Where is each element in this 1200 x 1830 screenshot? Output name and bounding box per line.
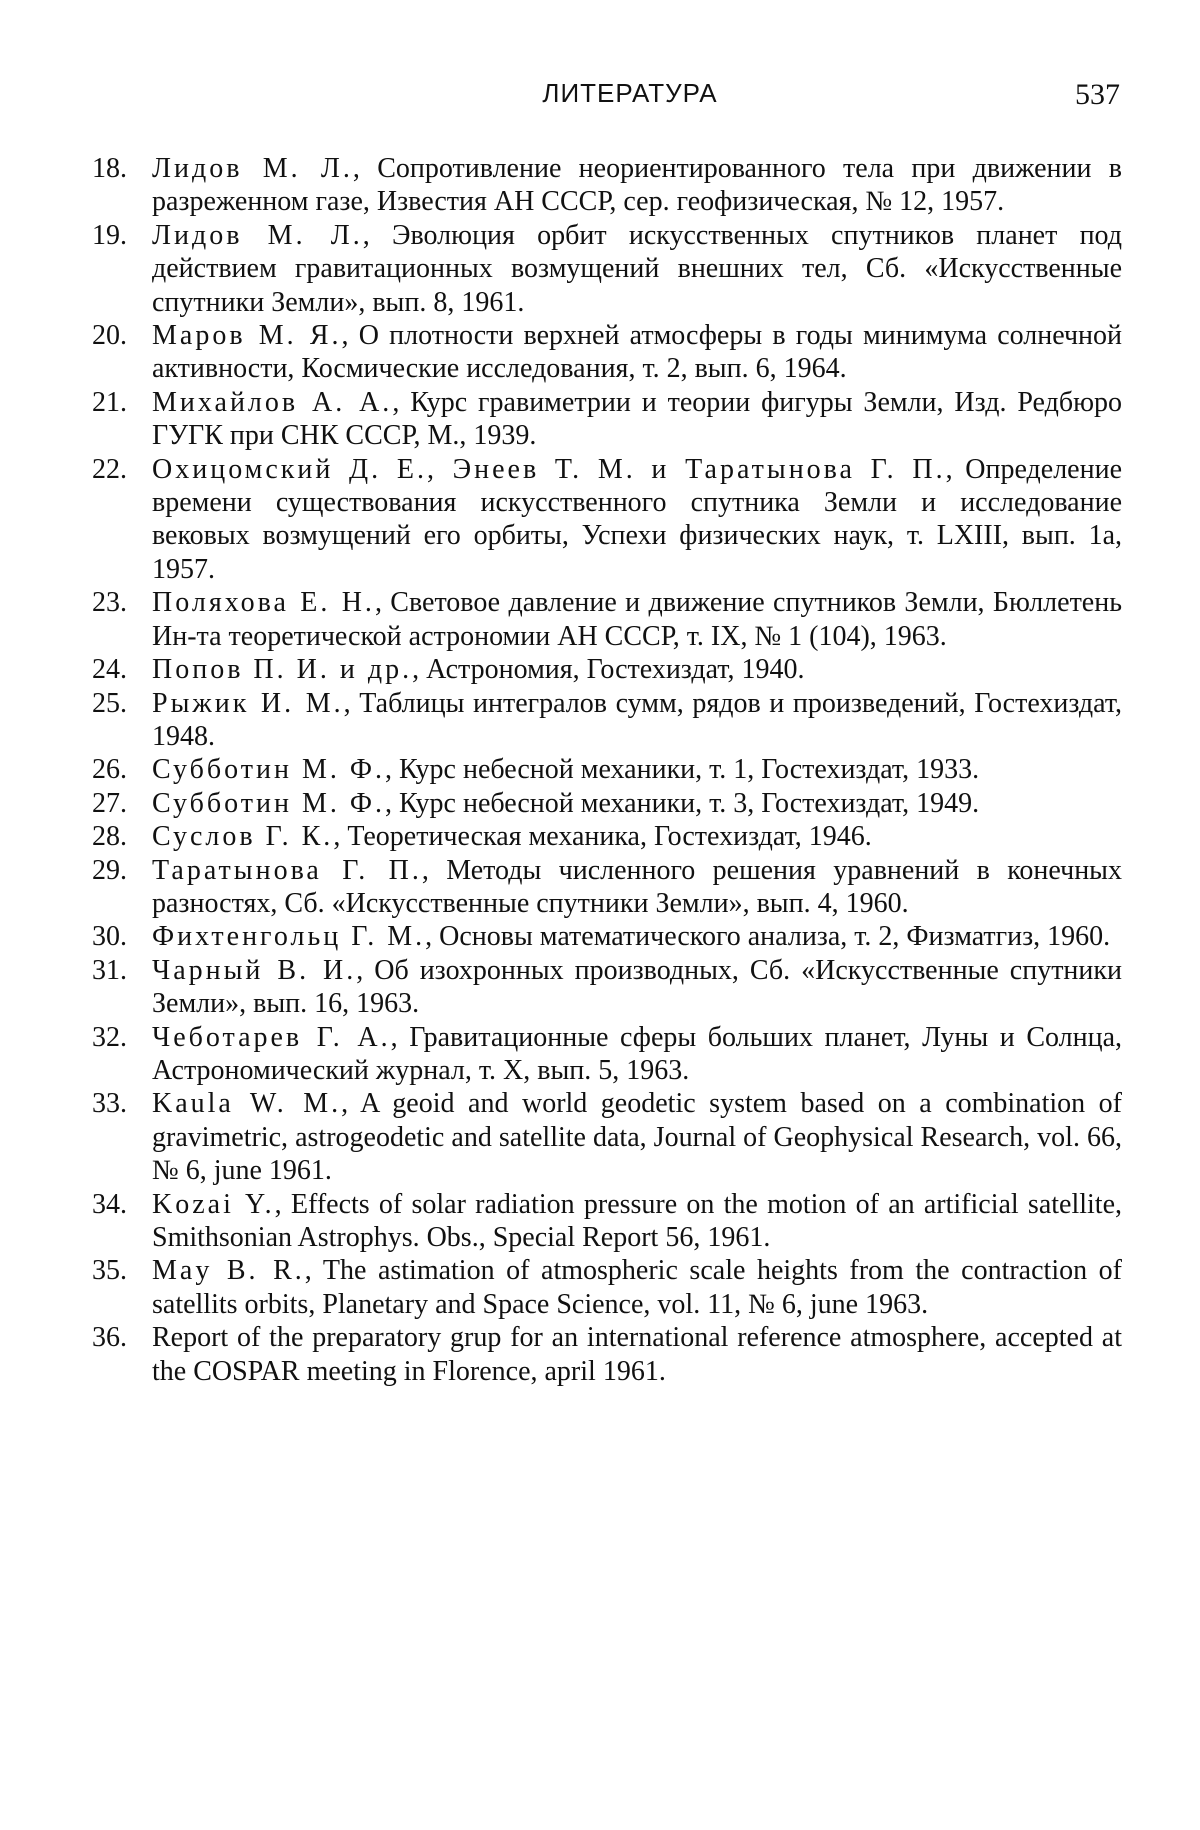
reference-item <box>92 820 1122 853</box>
reference-author: Лидов М. Л. <box>152 153 353 184</box>
reference-number: 25. <box>92 687 127 719</box>
reference-number: 27. <box>92 787 127 819</box>
reference-text: , Об изохронных производных, Сб. «Искусственные спутники Земли», вып. 16, 1963. <box>152 954 1122 1020</box>
reference-number: 29. <box>92 854 127 886</box>
reference-number: 35. <box>92 1255 127 1287</box>
reference-item <box>92 1188 1122 1255</box>
reference-item <box>92 219 1122 319</box>
reference-number: 28. <box>92 821 127 853</box>
reference-number: 23. <box>92 587 127 619</box>
reference-text: , Курс небесной механики, т. 1, Гостехиздат, 1933. <box>384 754 980 786</box>
reference-item <box>92 753 1122 786</box>
reference-item <box>92 1021 1122 1088</box>
reference-author: Чарный В. И. <box>152 954 357 986</box>
reference-author: Kaula W. M. <box>152 1088 342 1120</box>
reference-text: Report of the preparatory grup for an international reference atmosphere, accepted at the COSPAR meeting in Florence, april 1961. <box>152 1322 1122 1387</box>
reference-text: , Сопротивление неориентированного тела при движении в разреженном газе, Известия АН СССР, сер. геофизическая, № 12, 1957. <box>152 153 1122 218</box>
reference-number: 18. <box>92 153 127 184</box>
page-number: 537 <box>1075 78 1120 111</box>
reference-text: , Таблицы интегралов сумм, рядов и произведений, Гостехиздат, 1948. <box>152 687 1123 752</box>
running-head: ЛИТЕРАТУРА <box>542 78 718 108</box>
reference-author: Попов П. И. и др. <box>152 654 413 686</box>
reference-text: , A geoid and world geodetic system based on a combination of gravimetric, astrogeodetic and satellite data, Journal of Geophysical Research, vol. 66, № 6, june 1961. <box>152 1088 1122 1187</box>
reference-number: 31. <box>92 954 127 986</box>
reference-author: Лидов М. Л. <box>152 219 363 251</box>
reference-item <box>92 787 1122 820</box>
reference-number: 26. <box>92 754 127 786</box>
reference-author: Чеботарев Г. А. <box>152 1021 391 1053</box>
reference-list <box>92 152 1122 1388</box>
reference-number: 33. <box>92 1088 127 1120</box>
reference-number: 21. <box>92 386 127 418</box>
reference-author: Поляхова Е. Н. <box>152 587 375 619</box>
reference-text: , Астрономия, Гостехиздат, 1940. <box>412 654 805 686</box>
reference-item <box>92 920 1122 953</box>
reference-number: 32. <box>92 1021 127 1053</box>
reference-number: 30. <box>92 921 127 953</box>
reference-item <box>92 687 1122 754</box>
reference-text: , Effects of solar radiation pressure on the motion of an artificial satellite, Smithsonian Astrophys. Obs., Special Report 56, 1961. <box>152 1188 1123 1253</box>
reference-item <box>92 854 1122 921</box>
reference-number: 22. <box>92 453 127 485</box>
reference-text: , Курс небесной механики, т. 3, Гостехиздат, 1949. <box>384 787 980 819</box>
reference-item <box>92 319 1122 386</box>
reference-text: , The astimation of atmospheric scale heights from the contraction of satellits orbits, Planetary and Space Science, vol. 11, № 6, june 1963. <box>152 1255 1122 1320</box>
reference-number: 20. <box>92 320 127 352</box>
reference-text: , Эволюция орбит искусственных спутников планет под действием гравитационных возмущений внешних тел, Сб. «Искусственные спутники Земли», вып. 8, 1961. <box>152 219 1122 318</box>
reference-text: , Курс гравиметрии и теории фигуры Земли, Изд. Редбюро ГУГК при СНК СССР, М., 1939. <box>152 386 1122 452</box>
reference-author: Рыжик И. М. <box>152 687 344 719</box>
page-header <box>140 78 1120 118</box>
reference-item <box>92 1254 1122 1321</box>
reference-item <box>92 152 1122 219</box>
reference-number: 24. <box>92 654 127 686</box>
reference-author: Kozai Y. <box>152 1188 275 1220</box>
reference-item <box>92 653 1122 686</box>
reference-author: Таратынова Г. П. <box>152 854 422 886</box>
reference-author: Маров М. Я. <box>152 320 342 352</box>
reference-item <box>92 586 1122 653</box>
reference-text: , Световое давление и движение спутников Земли, Бюллетень Ин-та теоретической астрономии АН СССР, т. IX, № 1 (104), 1963. <box>152 587 1122 652</box>
reference-author: Михайлов А. А. <box>152 386 393 418</box>
reference-item <box>92 954 1122 1021</box>
reference-author: Фихтенгольц Г. М. <box>152 921 426 953</box>
reference-author: May B. R. <box>152 1255 305 1287</box>
reference-item <box>92 386 1122 453</box>
reference-text: , Основы математического анализа, т. 2, Физматгиз, 1960. <box>425 921 1111 953</box>
reference-number: 36. <box>92 1322 127 1354</box>
reference-item <box>92 1321 1122 1388</box>
reference-item <box>92 1087 1122 1187</box>
reference-text: , О плотности верхней атмосферы в годы минимума солнечной активности, Космические исследования, т. 2, вып. 6, 1964. <box>152 320 1123 385</box>
reference-author: Суслов Г. К. <box>152 821 334 853</box>
reference-number: 34. <box>92 1188 127 1220</box>
reference-text: , Гравитационные сферы больших планет, Луны и Солнца, Астрономический журнал, т. X, вып. 5, 1963. <box>152 1021 1123 1086</box>
reference-author: Охицомский Д. Е., Энеев Т. М. и Таратынова Г. П. <box>152 453 946 485</box>
reference-number: 19. <box>92 219 127 251</box>
reference-text: , Теоретическая механика, Гостехиздат, 1946. <box>333 821 872 853</box>
reference-author: Субботин М. Ф. <box>152 787 385 819</box>
reference-text: , Определение времени существования искусственного спутника Земли и исследование вековых возмущений его орбиты, Успехи физических наук, т. LXIII, вып. 1а, 1957. <box>152 453 1122 585</box>
reference-author: Субботин М. Ф. <box>152 754 385 786</box>
reference-text: , Методы численного решения уравнений в конечных разностях, Сб. «Искусственные спутники Земли», вып. 4, 1960. <box>152 854 1122 919</box>
reference-item <box>92 453 1122 587</box>
